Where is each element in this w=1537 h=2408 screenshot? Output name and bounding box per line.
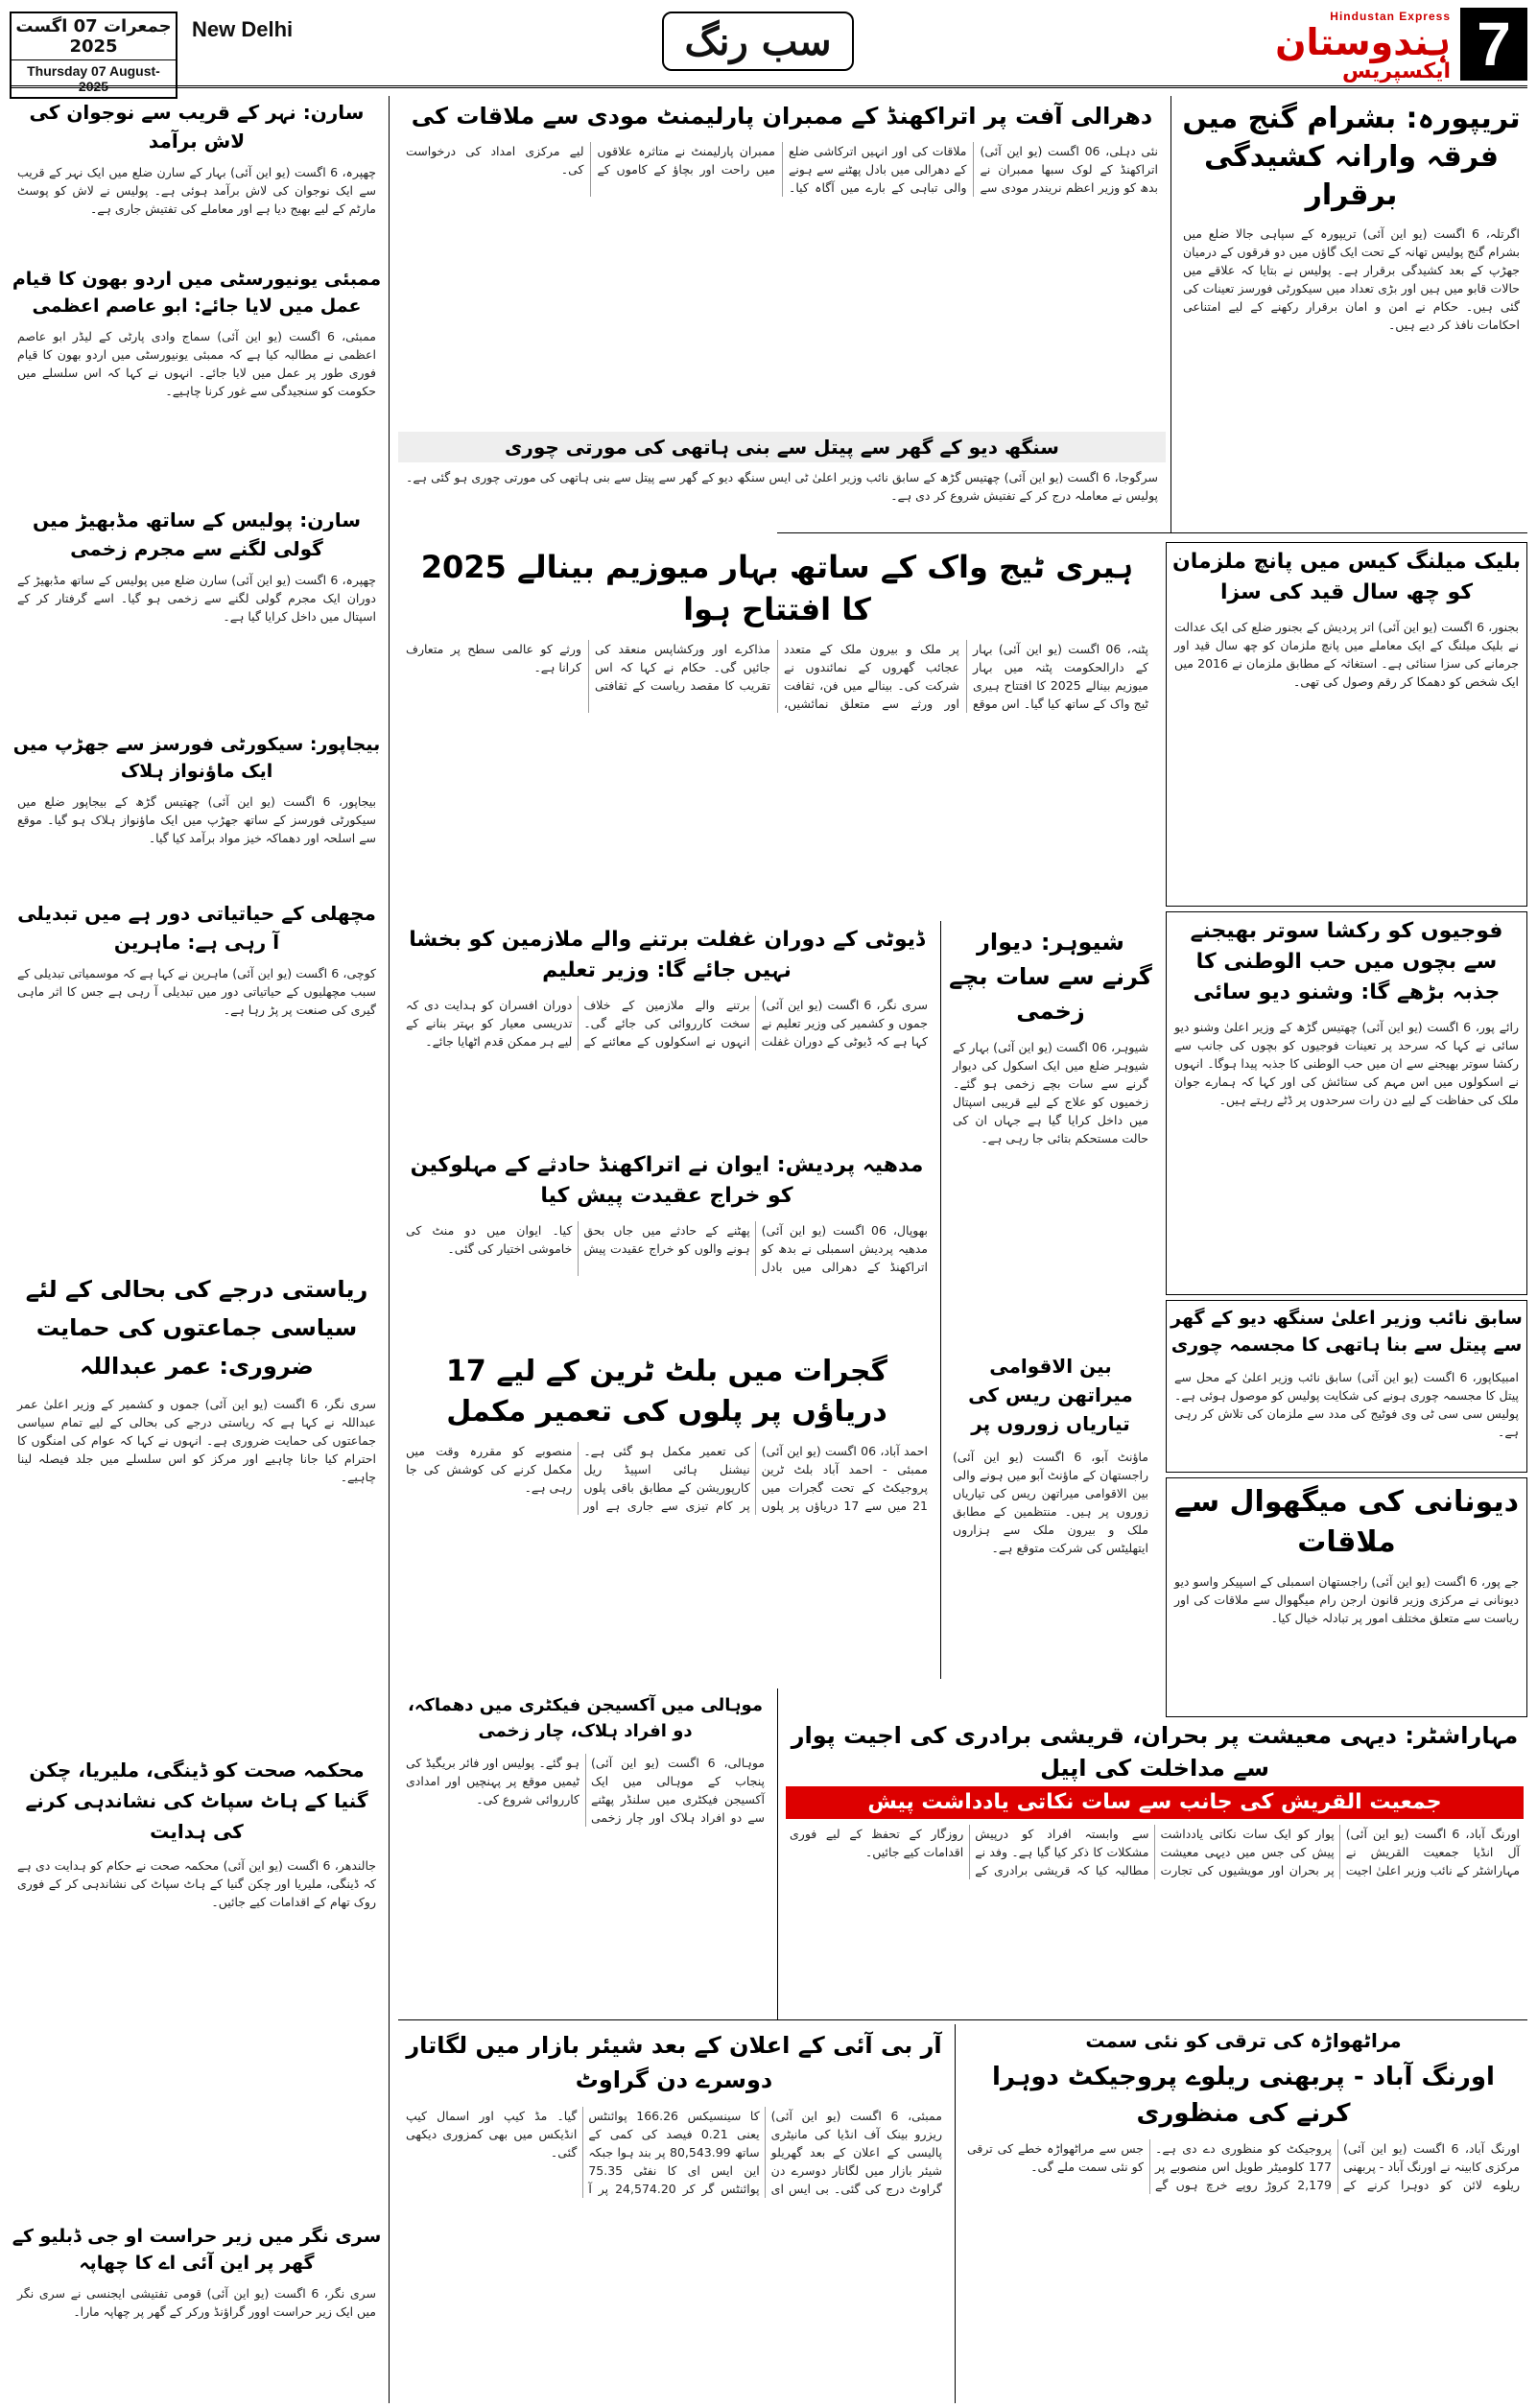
divider [398, 2019, 1527, 2020]
divider [1170, 96, 1171, 532]
divider [940, 921, 941, 1679]
headline-dewnani: دیونانی کی میگھوال سے ملاقات [1173, 1485, 1520, 1559]
divider [777, 532, 1527, 533]
headline-dharali: دھرالی آفت پر اتراکھنڈ کے ممبران پارلیمنٹ مودی سے ملاقات کی [411, 103, 1153, 130]
article-bullet-train [398, 1348, 935, 1684]
headline-tripura: تریپورہ: بشرام گنج میں فرقہ وارانہ کشیدگی برقرار [1182, 102, 1521, 212]
newspaper-logo [1230, 10, 1451, 81]
article-rbi-market [398, 2024, 950, 2403]
body-tripura: اگرتلہ، 6 اگست (یو این آئی) تریپورہ کے سپاہی جالا ضلع میں بشرام گنج پولیس تھانہ کے تحت ایک گاؤں میں دو فرقوں کے درمیان جھڑپ کے بعد کشیدگی برقرار ہے۔ پولیس نے بتایا کہ علاقے میں حالات قابو میں ہیں اور بڑی تعداد میں سیکورٹی فورسز تعینات کی گئی ہیں۔ حکام نے امن و امان برقرار رکھنے کے لیے امتناعی احکامات نافذ کر دیے ہیں۔ [1183, 226, 1520, 332]
article-army-patriotism [1166, 911, 1527, 1295]
article-mumbai-university [10, 264, 384, 499]
section-title: سب رنگ [684, 18, 832, 64]
article-dewnani [1166, 1477, 1527, 1717]
body-bullet-train: احمد آباد، 06 اگست (یو این آئی) ممبئی - احمد آباد بلٹ ٹرین پروجیکٹ کے تحت گجرات میں 21 میں سے 17 دریاؤں پر پلوں کی تعمیر مکمل ہو گئی ہے۔ نیشنل ہائی اسپیڈ ریل کارپوریشن کے مطابق باقی پلوں پر کام تیزی سے جاری ہے اور منصوبے کو مقررہ وقت میں مکمل کرنے کی کوشش کی جا رہی ہے۔ [406, 1444, 928, 1513]
body-fish: کوچی، 6 اگست (یو این آئی) ماہرین نے کہا ہے کہ موسمیاتی تبدیلی کے سبب مچھلیوں کے حیاتیاتی دور میں تبدیلی آ رہی ہے جس کا اثر ماہی گیری کی صنعت پر پڑ رہا ہے۔ [17, 966, 376, 1017]
body-army-patriotism: رائے پور، 6 اگست (یو این آئی) چھتیس گڑھ کے وزیر اعلیٰ وشنو دیو سائی نے کہا کہ سرحد پر تعینات فوجیوں کو بچوں کی جانب سے رکشا سوتر بھیجنے سے ان میں حب الوطنی کا جذبہ پیدا ہوگا۔ انہوں نے اسکولوں میں اس مہم کی ستائش کی اور کہا کہ ہمارے جوان ملک کی حفاظت کے لیے دن رات سرحدوں پر ڈٹے رہتے ہیں۔ [1174, 1020, 1519, 1107]
headline-oxygen-factory: موہالی میں آکسیجن فیکٹری میں دھماکہ، دو افراد ہلاک، چار زخمی [408, 1695, 763, 1741]
divider [955, 2024, 956, 2403]
headline-sheohar: شیوہر: دیوار گرنے سے سات بچے زخمی [949, 929, 1152, 1025]
article-blackmail [1166, 542, 1527, 907]
divider [777, 1688, 778, 2019]
section-title-box [662, 12, 854, 71]
article-marathwada [959, 2024, 1527, 2403]
logo-urdu: ہندوستان [1275, 21, 1451, 63]
subhead-maharashtra: جمعیت القریش کی جانب سے سات نکاتی یادداشت پیش [786, 1786, 1524, 1819]
body-mp-tribute: بھوپال، 06 اگست (یو این آئی) مدھیہ پردیش اسمبلی نے بدھ کو اتراکھنڈ کے دھرالی میں بادل پھٹنے کے حادثے میں جاں بحق ہونے والوں کو خراج عقیدت پیش کیا۔ ایوان میں دو منٹ کی خاموشی اختیار کی گئی۔ [406, 1223, 928, 1274]
article-ashtadhatu [398, 432, 1166, 532]
headline-biennale: ہیری ٹیج واک کے ساتھ بہار میوزیم بینالے 2025 کا افتتاح ہوا [420, 549, 1134, 627]
body-former-dy-cm: امبیکاپور، 6 اگست (یو این آئی) سابق نائب وزیر اعلیٰ کے محل سے پیتل کا مجسمہ چوری ہونے کی شکایت پولیس کو موصول ہوئی ہے۔ پولیس سی سی ٹی وی فوٹیج کی مدد سے ملزمان کی تلاش کر رہی ہے۔ [1174, 1370, 1519, 1439]
article-oxygen-factory [398, 1688, 772, 2015]
article-sheohar [945, 921, 1156, 1343]
article-fish [10, 897, 384, 1262]
article-srinagar-raid [10, 2221, 384, 2403]
article-tripura [1175, 96, 1527, 532]
headline-former-dy-cm: سابق نائب وزیر اعلیٰ سنگھ دیو کے گھر سے پیتل سے بنا ہاتھی کا مجسمہ چوری [1170, 1308, 1523, 1356]
logo-urdu-sub: ایکسپریس [1341, 59, 1451, 83]
headline-blackmail: بلیک میلنگ کیس میں پانچ ملزمان کو چھ سال قید کی سزا [1172, 550, 1521, 604]
body-health-dept: جالندھر، 6 اگست (یو این آئی) محکمہ صحت نے حکام کو ہدایت دی ہے کہ ڈینگی، ملیریا اور چکن گنیا کے ہاٹ سپاٹ کی نشاندہی کر کے فوری روک تھام کے اقدامات کیے جائیں۔ [17, 1858, 376, 1909]
headline-bijapur: بیجاپور: سیکورٹی فورسز سے جھڑپ میں ایک ماؤنواز ہلاک [12, 734, 381, 782]
body-maharashtra: اورنگ آباد، 6 اگست (یو این آئی) آل انڈیا جمعیت القریش نے مہاراشٹر کے نائب وزیر اعلیٰ اجیت پوار کو ایک سات نکاتی یادداشت پیش کی جس میں دیہی معیشت پر بحران اور مویشیوں کی تجارت سے وابستہ افراد کو درپیش مشکلات کا ذکر کیا گیا ہے۔ وفد نے مطالبہ کیا کہ قریشی برادری کے روزگار کے تحفظ کے لیے فوری اقدامات کیے جائیں۔ [790, 1827, 1520, 1877]
headline-statehood: ریاستی درجے کی بحالی کے لئے سیاسی جماعتوں کی حمایت ضروری: عمر عبداللہ [25, 1276, 368, 1380]
article-health-dept [10, 1751, 384, 2216]
date-english: Thursday 07 August-2025 [27, 63, 160, 94]
article-biennale [398, 542, 1156, 916]
body-rbi-market: ممبئی، 6 اگست (یو این آئی) ریزرو بینک آف انڈیا کی مانیٹری پالیسی کے اعلان کے بعد گھریلو شیئر بازار میں لگاتار دوسرے دن گراوٹ درج کی گئی۔ بی ایس ای کا سینسیکس 166.26 پوائنٹس یعنی 0.21 فیصد کی کمی کے ساتھ 80,543.99 پر بند ہوا جبکہ این ایس ای کا نفٹی 75.35 پوائنٹس گر کر 24,574.20 پر آ گیا۔ مڈ کیپ اور اسمال کیپ انڈیکس میں بھی کمزوری دیکھی گئی۔ [406, 2109, 942, 2196]
date-box [10, 12, 177, 99]
body-duty-negligence: سری نگر، 6 اگست (یو این آئی) جموں و کشمیر کی وزیر تعلیم نے کہا ہے کہ ڈیوٹی کے دوران غفلت برتنے والے ملازمین کے خلاف سخت کارروائی کی جائے گی۔ انہوں نے اسکولوں کے معائنے کے دوران افسران کو ہدایت دی کہ تدریسی معیار کو بہتر بنانے کے لیے ہر ممکن قدم اٹھایا جائے۔ [406, 998, 928, 1049]
headline-mp-tribute: مدھیہ پردیش: ایوان نے اتراکھنڈ حادثے کے مہلوکین کو خراج عقیدت پیش کیا [410, 1153, 924, 1208]
headline-fish: مچھلی کے حیاتیاتی دور ہے میں تبدیلی آ رہی ہے: ماہرین [17, 902, 376, 954]
article-duty-negligence [398, 921, 935, 1142]
date-urdu: جمعرات 07 اگست 2025 [12, 13, 176, 60]
body-dharali: نئی دہلی، 06 اگست (یو این آئی) اتراکھنڈ کے لوک سبھا ممبران نے بدھ کو وزیر اعظم نریندر مودی سے ملاقات کی اور انہیں اترکاشی ضلع کے دھرالی میں بادل پھٹنے سے ہونے والی تباہی کے بارے میں آگاہ کیا۔ ممبران پارلیمنٹ نے متاثرہ علاقوں میں راحت اور بچاؤ کے کاموں کے لیے مرکزی امداد کی درخواست کی۔ [406, 144, 1158, 195]
headline-marathwada: مراٹھواڑہ کی ترقی کو نئی سمت [1085, 2029, 1402, 2052]
headline-saran-canal: سارن: نہر کے قریب سے نوجوان کی لاش برآمد [29, 101, 365, 153]
city-name: New Delhi [192, 17, 294, 41]
body-dewnani: جے پور، 6 اگست (یو این آئی) راجستھان اسمبلی کے اسپیکر واسو دیو دیونانی نے مرکزی وزیر قانون ارجن رام میگھوال سے ملاقات کی اور ریاست سے متعلق مختلف امور پر تبادلہ خیال کیا۔ [1174, 1574, 1520, 1625]
body-saran-canal: چھپرہ، 6 اگست (یو این آئی) بہار کے سارن ضلع میں ایک نہر کے قریب سے ایک نوجوان کی لاش برآمد ہوئی ہے۔ پولیس نے لاش کو پوسٹ مارٹم کے لیے بھیج دیا ہے اور معاملے کی تفتیش جاری ہے۔ [17, 165, 376, 216]
headline-health-dept: محکمہ صحت کو ڈینگی، ملیریا، چکن گنیا کے ہاٹ سپاٹ کی نشاندہی کرنے کی ہدایت [25, 1759, 368, 1843]
article-marathon [945, 1348, 1156, 1684]
headline-saran-encounter: سارن: پولیس کے ساتھ مڈبھیڑ میں گولی لگنے سے مجرم زخمی [32, 508, 361, 560]
headline-duty-negligence: ڈیوٹی کے دوران غفلت برتنے والے ملازمین کو بخشا نہیں جائے گا: وزیر تعلیم [409, 928, 925, 982]
headline-marathon: بین الاقوامی میراتھن ریس کی تیاریاں زوروں پر [968, 1355, 1133, 1435]
body-marathon: ماؤنٹ آبو، 6 اگست (یو این آئی) راجستھان کے ماؤنٹ آبو میں ہونے والی بین الاقوامی میراتھن ریس کی تیاریاں زوروں پر ہیں۔ منتظمین کے مطابق ملک و بیرون ملک سے ہزاروں ایتھلیٹس کی شرکت متوقع ہے۔ [953, 1450, 1148, 1555]
page-number: 7 [1460, 8, 1527, 81]
body-sheohar: شیوہر، 06 اگست (یو این آئی) بہار کے شیوہر ضلع میں ایک اسکول کی دیوار گرنے سے سات بچے زخمی ہو گئے۔ زخمیوں کو علاج کے لیے قریبی اسپتال میں داخل کرایا گیا ہے جہاں ان کی حالت مستحکم بتائی جا رہی ہے۔ [953, 1040, 1148, 1145]
article-statehood [10, 1266, 384, 1746]
body-ashtadhatu: سرگوجا، 6 اگست (یو این آئی) چھتیس گڑھ کے سابق نائب وزیر اعلیٰ ٹی ایس سنگھ دیو کے گھر سے پیتل سے بنی ہاتھی کی مورتی چوری ہو گئی ہے۔ پولیس نے معاملہ درج کر کے تفتیش شروع کر دی ہے۔ [406, 470, 1158, 503]
body-mumbai-university: ممبئی، 6 اگست (یو این آئی) سماج وادی پارٹی کے لیڈر ابو عاصم اعظمی نے مطالبہ کیا ہے کہ ممبئی یونیورسٹی میں اردو بھون کا قیام فوری طور پر عمل میں لایا جائے۔ انہوں نے کہا کہ اس سلسلے میں حکومت کو سنجیدگی سے غور کرنا چاہیے۔ [17, 329, 376, 398]
body-srinagar-raid: سری نگر، 6 اگست (یو این آئی) قومی تفتیشی ایجنسی نے سری نگر میں ایک زیر حراست اوور گراؤنڈ ورکر کے گھر پر چھاپہ مارا۔ [17, 2286, 376, 2319]
body-bijapur: بیجاپور، 6 اگست (یو این آئی) چھتیس گڑھ کے بیجاپور ضلع میں سیکورٹی فورسز کے ساتھ جھڑپ میں ایک ماؤنواز ہلاک ہو گیا۔ موقع سے اسلحہ اور دھماکہ خیز مواد برآمد کیا گیا۔ [17, 794, 377, 845]
article-maharashtra [782, 1717, 1527, 2019]
body-marathwada: اورنگ آباد، 6 اگست (یو این آئی) مرکزی کابینہ نے اورنگ آباد - پربھنی ریلوے لائن کو دوہرا کرنے کے پروجیکٹ کو منظوری دے دی ہے۔ 177 کلومیٹر طویل اس منصوبے پر 2,179 کروڑ روپے خرچ ہوں گے جس سے مراٹھواڑہ خطے کی ترقی کو نئی سمت ملے گی۔ [967, 2141, 1520, 2192]
body-blackmail: بجنور، 6 اگست (یو این آئی) اتر پردیش کے بجنور ضلع کی ایک عدالت نے بلیک میلنگ کے ایک معاملے میں پانچ ملزمان کو چھ سال قید اور جرمانے کی سزا سنائی ہے۔ استغاثہ کے مطابق ملزمان نے 2016 میں ایک شخص کو دھمکا کر رقم وصول کی تھی۔ [1174, 620, 1520, 689]
body-statehood: سری نگر، 6 اگست (یو این آئی) جموں و کشمیر کے وزیر اعلیٰ عمر عبداللہ نے کہا ہے کہ ریاستی درجے کی بحالی کے لیے تمام سیاسی جماعتوں کی حمایت ضروری ہے۔ انہوں نے کہا کہ عوام کی امنگوں کا احترام کیا جانا چاہیے اور مرکز کو اس سلسلے میں جلد فیصلہ لینا چاہیے۔ [17, 1397, 376, 1484]
divider [389, 96, 390, 2403]
logo-english: Hindustan Express [1330, 10, 1451, 23]
article-dharali [398, 96, 1166, 432]
headline-srinagar-raid: سری نگر میں زیر حراست او جی ڈبلیو کے گھر پر این آئی اے کا چھاپہ [12, 2226, 382, 2274]
headline-mumbai-university: ممبئی یونیورسٹی میں اردو بھون کا قیام عمل میں لایا جائے: ابو عاصم اعظمی [12, 269, 382, 317]
article-former-dy-cm [1166, 1300, 1527, 1473]
body-biennale: پٹنہ، 06 اگست (یو این آئی) بہار کے دارالحکومت پٹنہ میں بہار میوزیم بینالے 2025 کا افتتاح ہیری ٹیج واک کے ساتھ کیا گیا۔ اس موقع پر ملک و بیرون ملک کے متعدد عجائب گھروں کے نمائندوں نے شرکت کی۔ بینالے میں فن، ثقافت اور ورثے سے متعلق نمائشیں، مذاکرے اور ورکشاپس منعقد کی جائیں گی۔ حکام نے کہا کہ اس تقریب کا مقصد ریاست کے ثقافتی ورثے کو عالمی سطح پر متعارف کرانا ہے۔ [406, 642, 1149, 711]
body-oxygen-factory: موہالی، 6 اگست (یو این آئی) پنجاب کے موہالی میں ایک آکسیجن فیکٹری میں سلنڈر پھٹنے سے دو افراد ہلاک اور چار زخمی ہو گئے۔ پولیس اور فائر بریگیڈ کی ٹیمیں موقع پر پہنچیں اور امدادی کارروائی شروع کی۔ [406, 1756, 765, 1825]
headline-bullet-train: گجرات میں بلٹ ٹرین کے لیے 17 دریاؤں پر پلوں کی تعمیر مکمل [446, 1355, 887, 1428]
subhead-marathwada: اورنگ آباد - پربھنی ریلوے پروجیکٹ دوہرا کرنے کی منظوری [992, 2063, 1495, 2128]
article-mp-tribute [398, 1146, 935, 1338]
body-saran-encounter: چھپرہ، 6 اگست (یو این آئی) سارن ضلع میں پولیس کے ساتھ مڈبھیڑ کے دوران ایک مجرم گولی لگنے سے زخمی ہو گیا۔ اسے گرفتار کر کے اسپتال میں داخل کرایا گیا ہے۔ [17, 573, 376, 624]
article-saran-canal [10, 96, 384, 259]
headline-army-patriotism: فوجیوں کو رکشا سوتر بھیجنے سے بچوں میں حب الوطنی کا جذبہ بڑھے گا: وشنو دیو سائی [1190, 919, 1503, 1004]
article-saran-encounter [10, 504, 384, 724]
article-bijapur [10, 729, 384, 892]
masthead-date-area [10, 8, 201, 94]
masthead [10, 8, 1527, 94]
headline-ashtadhatu: سنگھ دیو کے گھر سے پیتل سے بنی ہاتھی کی مورتی چوری [398, 432, 1166, 462]
headline-rbi-market: آر بی آئی کے اعلان کے بعد شیئر بازار میں لگاتار دوسرے دن گراوٹ [406, 2032, 942, 2093]
headline-maharashtra: مہاراشٹر: دیہی معیشت پر بحران، قریشی برادری کی اجیت پوار سے مداخلت کی اپیل [791, 1722, 1519, 1782]
